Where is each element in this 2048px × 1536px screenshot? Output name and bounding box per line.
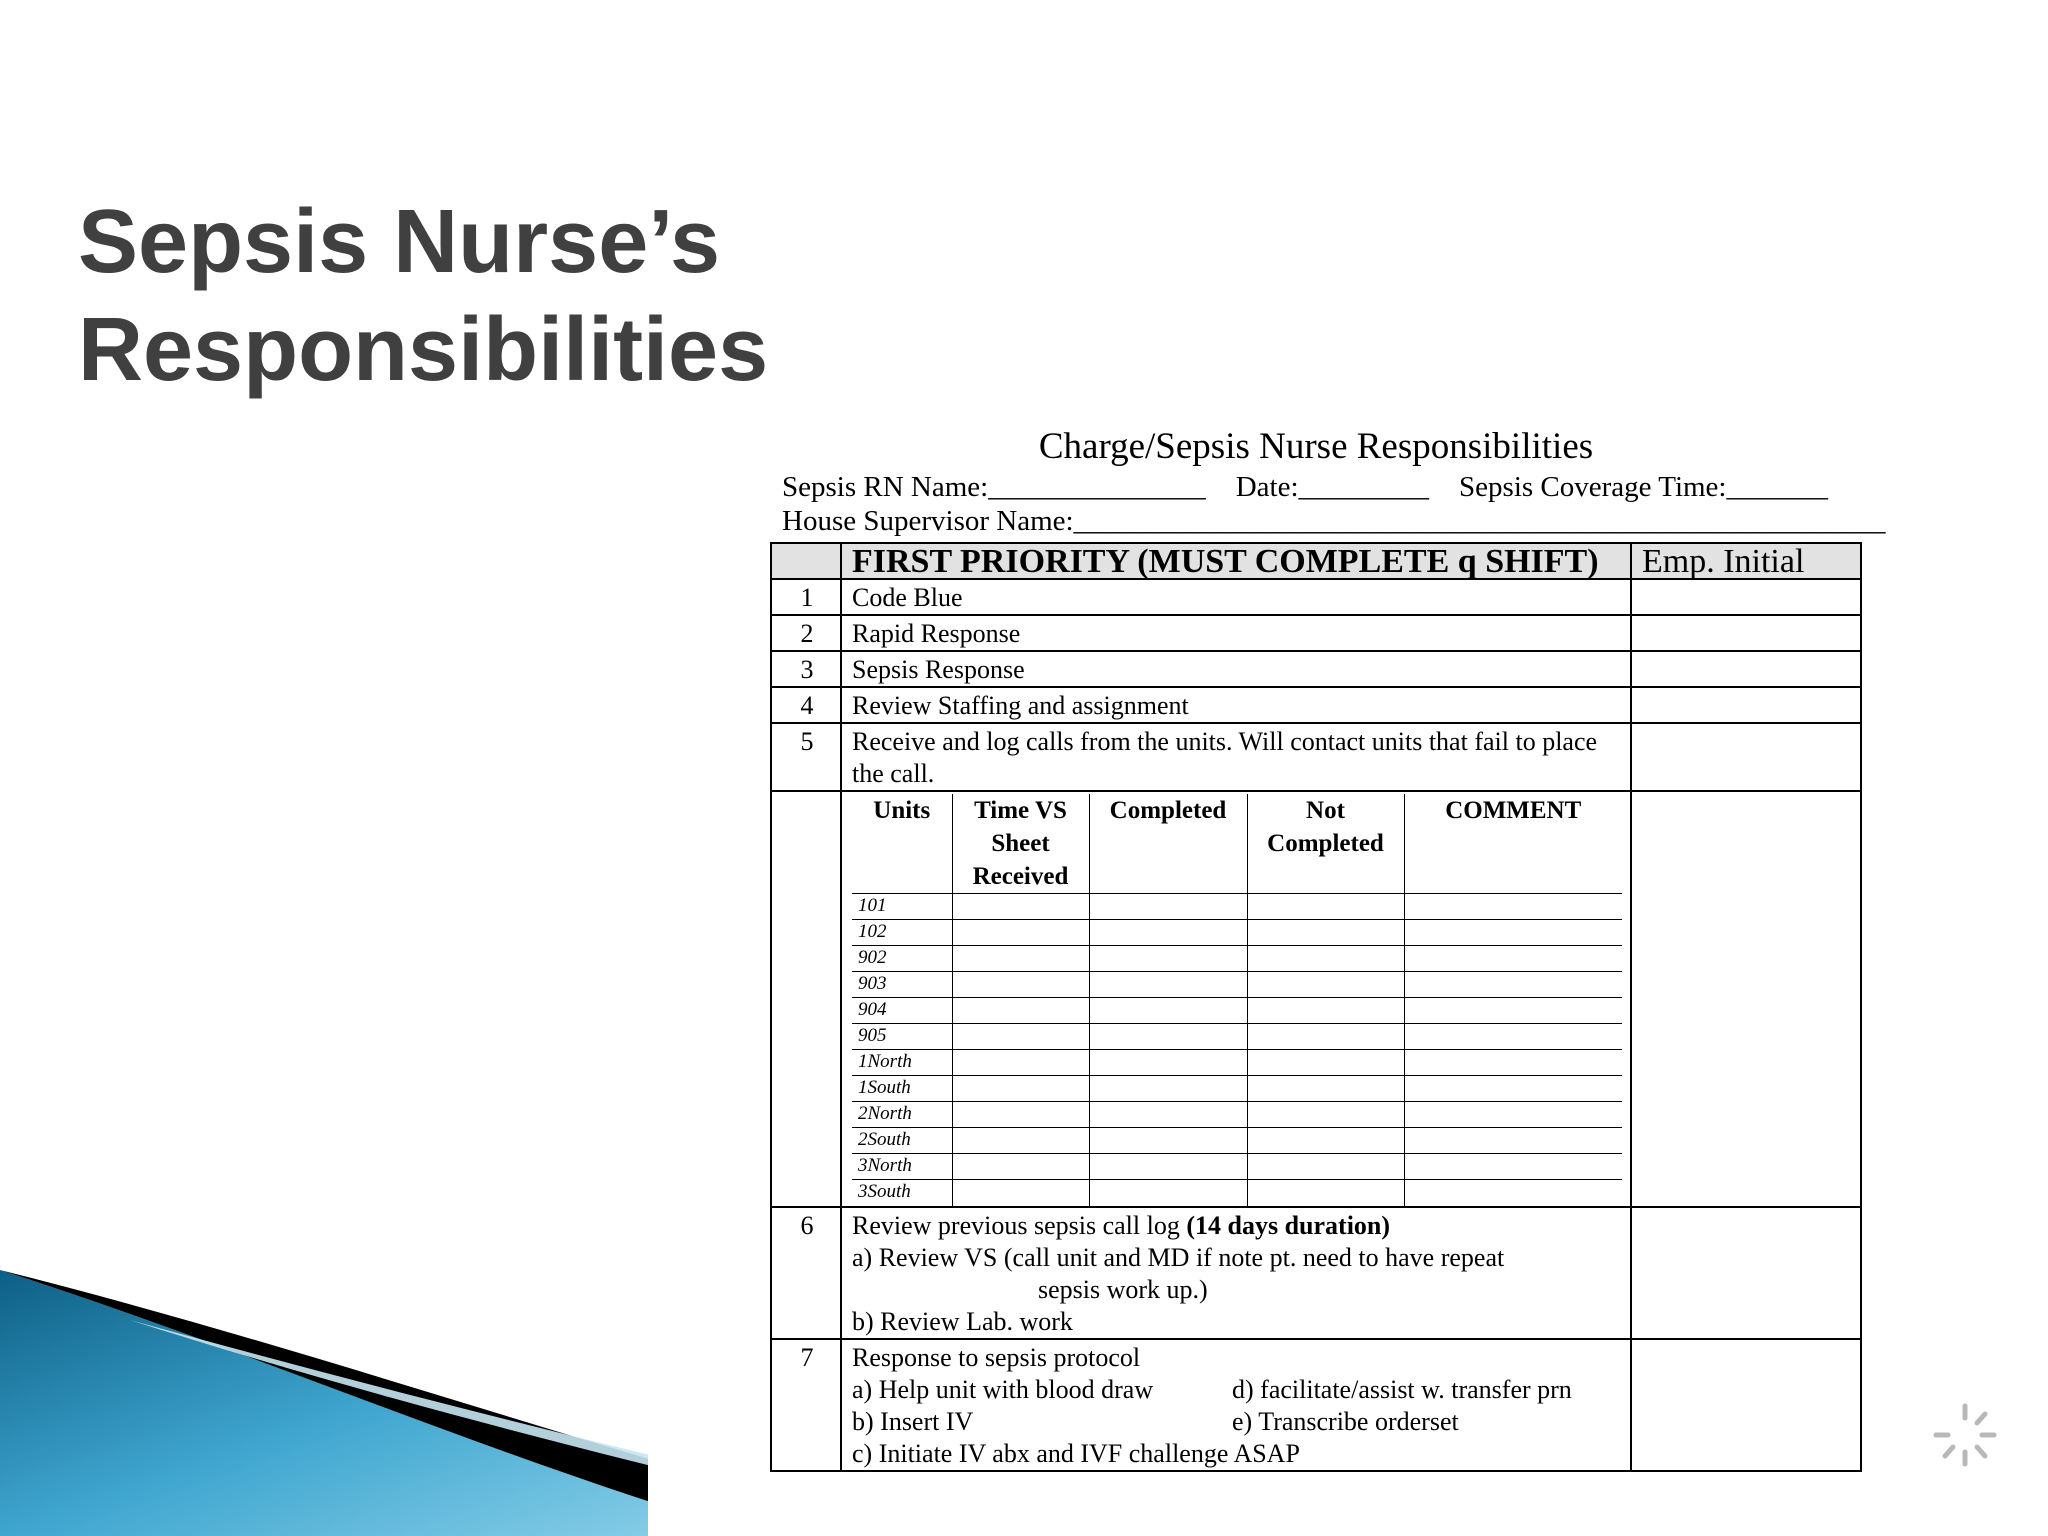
completed-cell bbox=[1089, 1024, 1247, 1050]
slide-title-line-1: Sepsis Nurse’s bbox=[78, 192, 720, 292]
row-task bbox=[841, 1339, 1631, 1471]
row-initial bbox=[1631, 723, 1861, 791]
table-row bbox=[771, 651, 1861, 687]
units-header-row bbox=[852, 794, 1622, 894]
item7-b: b) Insert IV bbox=[852, 1406, 974, 1436]
time-cell bbox=[952, 972, 1089, 998]
comment-cell bbox=[1404, 1180, 1622, 1206]
slide-title-line-2: Responsibilities bbox=[78, 300, 769, 400]
completed-cell bbox=[1089, 972, 1247, 998]
completed-cell bbox=[1089, 1128, 1247, 1154]
unit-row bbox=[852, 972, 1622, 998]
rn-name-field: Sepsis RN Name:_______________ bbox=[782, 471, 1206, 503]
item6-line bbox=[852, 1210, 1622, 1242]
row-initial bbox=[1631, 615, 1861, 651]
not-completed-cell bbox=[1247, 894, 1404, 920]
item6-line: b) Review Lab. work bbox=[852, 1306, 1073, 1336]
unit-row bbox=[852, 1102, 1622, 1128]
item7-line: c) Initiate IV abx and IVF challenge ASAP bbox=[852, 1438, 1300, 1468]
unit-name: 905 bbox=[852, 1024, 952, 1050]
units-log-row bbox=[771, 791, 1861, 1207]
not-completed-cell bbox=[1247, 1180, 1404, 1206]
unit-row bbox=[852, 1050, 1622, 1076]
time-cell bbox=[952, 894, 1089, 920]
priority-header-row bbox=[771, 543, 1861, 579]
unit-name: 903 bbox=[852, 972, 952, 998]
not-completed-cell bbox=[1247, 1050, 1404, 1076]
item6-text: Review previous sepsis call log bbox=[852, 1210, 1180, 1240]
unit-row bbox=[852, 1024, 1622, 1050]
row-number: 2 bbox=[771, 615, 841, 651]
comment-col-header: COMMENT bbox=[1404, 794, 1622, 894]
comment-cell bbox=[1404, 972, 1622, 998]
completed-cell bbox=[1089, 1180, 1247, 1206]
not-completed-cell bbox=[1247, 1128, 1404, 1154]
item7-a: a) Help unit with blood draw bbox=[852, 1374, 1154, 1404]
loading-spinner-icon bbox=[1930, 1400, 2000, 1470]
unit-row bbox=[852, 1076, 1622, 1102]
priority-header: FIRST PRIORITY (MUST COMPLETE q SHIFT) bbox=[841, 543, 1631, 579]
time-cell bbox=[952, 1076, 1089, 1102]
comment-cell bbox=[1404, 920, 1622, 946]
unit-row bbox=[852, 894, 1622, 920]
not-completed-cell bbox=[1247, 1154, 1404, 1180]
row-task: Rapid Response bbox=[841, 615, 1631, 651]
table-row bbox=[771, 723, 1861, 791]
unit-name: 101 bbox=[852, 894, 952, 920]
row-task bbox=[841, 1207, 1631, 1339]
completed-col-header: Completed bbox=[1089, 794, 1247, 894]
row-initial bbox=[1631, 1207, 1861, 1339]
item7-line: Response to sepsis protocol bbox=[852, 1342, 1141, 1372]
row-number: 7 bbox=[771, 1339, 841, 1471]
not-completed-cell bbox=[1247, 946, 1404, 972]
comment-cell bbox=[1404, 1128, 1622, 1154]
unit-row bbox=[852, 920, 1622, 946]
not-completed-cell bbox=[1247, 1076, 1404, 1102]
item7-line bbox=[852, 1374, 1622, 1406]
row-number: 6 bbox=[771, 1207, 841, 1339]
unit-name: 1North bbox=[852, 1050, 952, 1076]
row-number: 3 bbox=[771, 651, 841, 687]
comment-cell bbox=[1404, 1154, 1622, 1180]
table-row bbox=[771, 1207, 1861, 1339]
completed-cell bbox=[1089, 894, 1247, 920]
unit-row bbox=[852, 1180, 1622, 1206]
form-header-line bbox=[770, 470, 1862, 504]
slide-title bbox=[78, 188, 978, 404]
units-log-cell bbox=[841, 791, 1631, 1207]
not-completed-cell bbox=[1247, 972, 1404, 998]
unit-row bbox=[852, 998, 1622, 1024]
unit-row bbox=[852, 1154, 1622, 1180]
comment-cell bbox=[1404, 946, 1622, 972]
completed-cell bbox=[1089, 1076, 1247, 1102]
time-cell bbox=[952, 920, 1089, 946]
time-cell bbox=[952, 1154, 1089, 1180]
time-cell bbox=[952, 1102, 1089, 1128]
unit-name: 1South bbox=[852, 1076, 952, 1102]
row-number: 4 bbox=[771, 687, 841, 723]
unit-name: 2North bbox=[852, 1102, 952, 1128]
not-completed-cell bbox=[1247, 1024, 1404, 1050]
time-cell bbox=[952, 946, 1089, 972]
row-task: Code Blue bbox=[841, 579, 1631, 615]
row-initial bbox=[1631, 579, 1861, 615]
unit-name: 102 bbox=[852, 920, 952, 946]
row-initial bbox=[1631, 687, 1861, 723]
not-completed-col-header: Not Completed bbox=[1247, 794, 1404, 894]
time-cell bbox=[952, 998, 1089, 1024]
comment-cell bbox=[1404, 1024, 1622, 1050]
table-row bbox=[771, 687, 1861, 723]
unit-row bbox=[852, 1128, 1622, 1154]
item7-e: e) Transcribe orderset bbox=[1232, 1406, 1459, 1436]
date-field: Date:_________ bbox=[1235, 471, 1430, 503]
not-completed-cell bbox=[1247, 920, 1404, 946]
completed-cell bbox=[1089, 1050, 1247, 1076]
units-col-header: Units bbox=[852, 794, 952, 894]
time-cell bbox=[952, 1024, 1089, 1050]
time-col-header: Time VS Sheet Received bbox=[952, 794, 1089, 894]
comment-cell bbox=[1404, 998, 1622, 1024]
supervisor-field: House Supervisor Name:________________________________________________________ bbox=[782, 505, 1886, 537]
comment-cell bbox=[1404, 1102, 1622, 1128]
item6-duration: (14 days duration) bbox=[1186, 1210, 1391, 1240]
table-row bbox=[771, 1339, 1861, 1471]
row-initial bbox=[1631, 651, 1861, 687]
row-number: 1 bbox=[771, 579, 841, 615]
comment-cell bbox=[1404, 1076, 1622, 1102]
row-task: Sepsis Response bbox=[841, 651, 1631, 687]
item7-d: d) facilitate/assist w. transfer prn bbox=[1232, 1374, 1572, 1404]
row-task: Review Staffing and assignment bbox=[841, 687, 1631, 723]
not-completed-cell bbox=[1247, 1102, 1404, 1128]
completed-cell bbox=[1089, 920, 1247, 946]
time-cell bbox=[952, 1050, 1089, 1076]
time-cell bbox=[952, 1128, 1089, 1154]
comment-cell bbox=[1404, 1050, 1622, 1076]
table-row bbox=[771, 579, 1861, 615]
responsibility-form bbox=[770, 424, 1886, 1472]
unit-name: 2South bbox=[852, 1128, 952, 1154]
unit-row bbox=[852, 946, 1622, 972]
unit-name: 3North bbox=[852, 1154, 952, 1180]
unit-name: 3South bbox=[852, 1180, 952, 1206]
table-row bbox=[771, 615, 1861, 651]
time-cell bbox=[952, 1180, 1089, 1206]
not-completed-cell bbox=[1247, 998, 1404, 1024]
coverage-time-field: Sepsis Coverage Time:_______ bbox=[1459, 471, 1828, 503]
comment-cell bbox=[1404, 894, 1622, 920]
row-initial bbox=[1631, 1339, 1861, 1471]
initial-header: Emp. Initial bbox=[1631, 543, 1861, 579]
form-title: Charge/Sepsis Nurse Responsibilities bbox=[1038, 426, 1594, 467]
completed-cell bbox=[1089, 946, 1247, 972]
priority-table bbox=[770, 542, 1862, 1472]
completed-cell bbox=[1089, 1102, 1247, 1128]
row-number: 5 bbox=[771, 723, 841, 791]
completed-cell bbox=[1089, 998, 1247, 1024]
header-blank bbox=[771, 543, 841, 579]
item6-line: sepsis work up.) bbox=[1038, 1274, 1208, 1304]
row-initial bbox=[1631, 791, 1861, 1207]
item7-line bbox=[852, 1406, 1622, 1438]
unit-name: 902 bbox=[852, 946, 952, 972]
units-log-table bbox=[852, 794, 1622, 1206]
unit-name: 904 bbox=[852, 998, 952, 1024]
row-task: Receive and log calls from the units. Will contact units that fail to place the call. bbox=[841, 723, 1631, 791]
item6-line: a) Review VS (call unit and MD if note pt. need to have repeat bbox=[852, 1242, 1505, 1272]
row-number bbox=[771, 791, 841, 1207]
completed-cell bbox=[1089, 1154, 1247, 1180]
